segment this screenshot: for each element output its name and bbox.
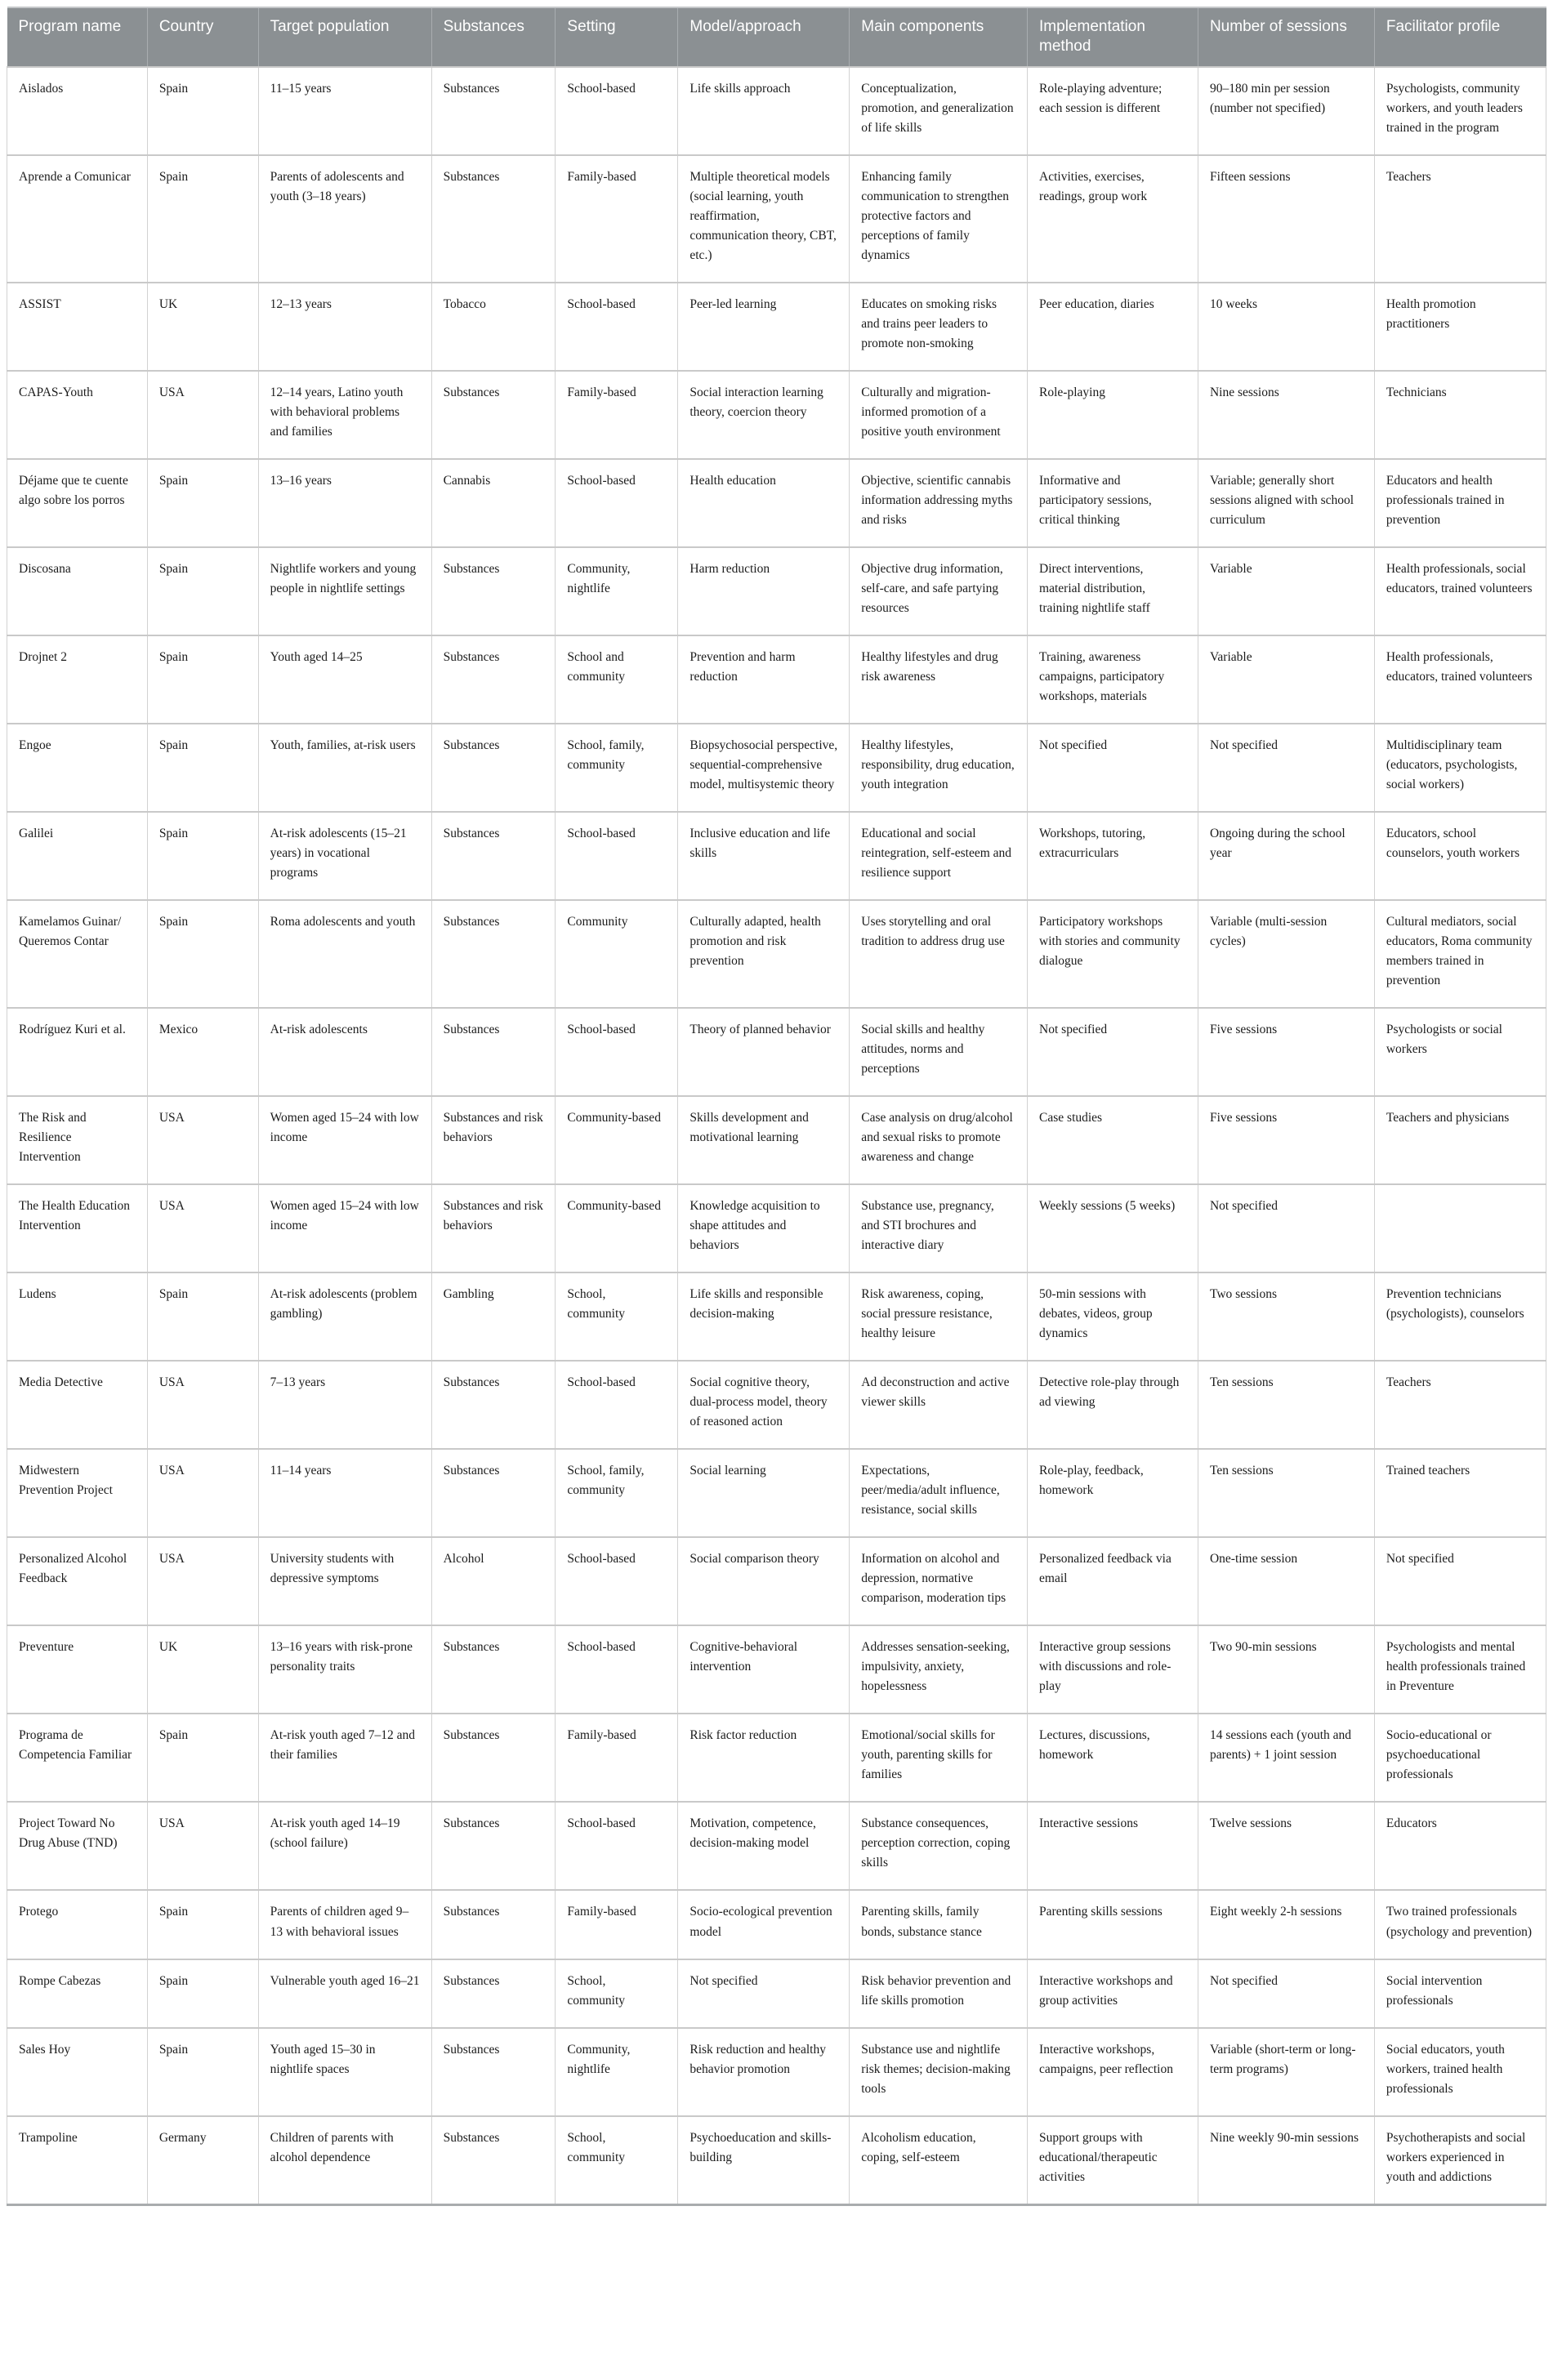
cell-setting: School-based [556,67,678,155]
cell-program-name: The Risk and Resilience Intervention [7,1096,148,1184]
cell-implementation-method: Training, awareness campaigns, participatory workshops, materials [1028,635,1198,724]
cell-target-population: At-risk youth aged 14–19 (school failure) [258,1802,431,1890]
cell-program-name: CAPAS-Youth [7,371,148,459]
cell-country: Spain [147,547,258,635]
cell-substances: Substances and risk behaviors [431,1096,556,1184]
cell-model-approach: Social comparison theory [678,1537,850,1625]
cell-program-name: Drojnet 2 [7,635,148,724]
cell-setting: Family-based [556,155,678,283]
cell-program-name: Personalized Alcohol Feedback [7,1537,148,1625]
cell-substances: Gambling [431,1272,556,1361]
cell-country: UK [147,283,258,371]
table-row [7,1361,1546,1449]
cell-number-of-sessions: One-time session [1198,1537,1374,1625]
cell-setting: School-based [556,1802,678,1890]
cell-number-of-sessions: Not specified [1198,1959,1374,2028]
table-row [7,459,1546,547]
cell-number-of-sessions: Ten sessions [1198,1361,1374,1449]
cell-number-of-sessions: Ongoing during the school year [1198,812,1374,900]
cell-implementation-method: Detective role-play through ad viewing [1028,1361,1198,1449]
cell-setting: Community-based [556,1096,678,1184]
cell-program-name: The Health Education Intervention [7,1184,148,1272]
cell-main-components: Enhancing family communication to strengthen protective factors and perceptions of family dynamics [850,155,1028,283]
table-row [7,371,1546,459]
cell-substances: Substances [431,635,556,724]
cell-target-population: Roma adolescents and youth [258,900,431,1008]
cell-number-of-sessions: Twelve sessions [1198,1802,1374,1890]
cell-implementation-method: Role-playing [1028,371,1198,459]
cell-program-name: Ludens [7,1272,148,1361]
cell-model-approach: Cognitive-behavioral intervention [678,1625,850,1714]
table-row [7,635,1546,724]
cell-target-population: 12–14 years, Latino youth with behavioral problems and families [258,371,431,459]
cell-facilitator-profile: Psychologists or social workers [1374,1008,1546,1096]
cell-facilitator-profile: Cultural mediators, social educators, Roma community members trained in prevention [1374,900,1546,1008]
cell-setting: School-based [556,1008,678,1096]
cell-substances: Cannabis [431,459,556,547]
cell-facilitator-profile: Teachers [1374,1361,1546,1449]
cell-implementation-method: Role-play, feedback, homework [1028,1449,1198,1537]
cell-country: Spain [147,635,258,724]
cell-facilitator-profile: Health promotion practitioners [1374,283,1546,371]
cell-substances: Substances [431,1008,556,1096]
cell-program-name: Aislados [7,67,148,155]
table-row [7,1096,1546,1184]
cell-substances: Substances [431,1890,556,1959]
cell-main-components: Risk awareness, coping, social pressure resistance, healthy leisure [850,1272,1028,1361]
cell-country: USA [147,1802,258,1890]
table-header-row [7,7,1546,67]
cell-main-components: Culturally and migration-informed promotion of a positive youth environment [850,371,1028,459]
column-header-main-components: Main components [850,7,1028,67]
cell-setting: School-based [556,459,678,547]
cell-model-approach: Social cognitive theory, dual-process model, theory of reasoned action [678,1361,850,1449]
cell-setting: Community, nightlife [556,2028,678,2116]
cell-facilitator-profile [1374,1184,1546,1272]
cell-implementation-method: Not specified [1028,724,1198,812]
column-header-implementation-method: Implementation method [1028,7,1198,67]
cell-facilitator-profile: Multidisciplinary team (educators, psychologists, social workers) [1374,724,1546,812]
cell-country: Spain [147,67,258,155]
cell-country: Spain [147,724,258,812]
cell-target-population: At-risk youth aged 7–12 and their families [258,1714,431,1802]
table-row [7,1959,1546,2028]
cell-country: Spain [147,2028,258,2116]
cell-main-components: Social skills and healthy attitudes, norms and perceptions [850,1008,1028,1096]
cell-implementation-method: Case studies [1028,1096,1198,1184]
cell-target-population: At-risk adolescents (problem gambling) [258,1272,431,1361]
table-row [7,547,1546,635]
cell-implementation-method: Informative and participatory sessions, critical thinking [1028,459,1198,547]
cell-implementation-method: Role-playing adventure; each session is different [1028,67,1198,155]
cell-substances: Substances [431,1361,556,1449]
table-row [7,1449,1546,1537]
cell-number-of-sessions: 90–180 min per session (number not specified) [1198,67,1374,155]
cell-main-components: Substance consequences, perception correction, coping skills [850,1802,1028,1890]
cell-target-population: Children of parents with alcohol dependence [258,2116,431,2205]
cell-model-approach: Social interaction learning theory, coercion theory [678,371,850,459]
cell-number-of-sessions: Nine sessions [1198,371,1374,459]
cell-setting: School and community [556,635,678,724]
cell-model-approach: Life skills approach [678,67,850,155]
cell-number-of-sessions: Variable (short-term or long-term programs) [1198,2028,1374,2116]
cell-number-of-sessions: Variable; generally short sessions aligned with school curriculum [1198,459,1374,547]
cell-target-population: Nightlife workers and young people in nightlife settings [258,547,431,635]
table-header [7,7,1546,67]
table-row [7,155,1546,283]
cell-number-of-sessions: Not specified [1198,724,1374,812]
cell-facilitator-profile: Prevention technicians (psychologists), counselors [1374,1272,1546,1361]
cell-model-approach: Social learning [678,1449,850,1537]
cell-program-name: Programa de Competencia Familiar [7,1714,148,1802]
table-row [7,1008,1546,1096]
cell-country: USA [147,371,258,459]
cell-substances: Substances [431,2116,556,2205]
cell-number-of-sessions: Five sessions [1198,1096,1374,1184]
cell-implementation-method: Personalized feedback via email [1028,1537,1198,1625]
programs-table [7,7,1546,2206]
cell-target-population: At-risk adolescents [258,1008,431,1096]
cell-model-approach: Health education [678,459,850,547]
cell-implementation-method: Peer education, diaries [1028,283,1198,371]
cell-substances: Substances [431,1959,556,2028]
cell-setting: School, community [556,1959,678,2028]
cell-substances: Substances [431,1802,556,1890]
cell-setting: Community-based [556,1184,678,1272]
cell-target-population: 11–14 years [258,1449,431,1537]
cell-main-components: Educational and social reintegration, self-esteem and resilience support [850,812,1028,900]
cell-main-components: Healthy lifestyles and drug risk awareness [850,635,1028,724]
cell-model-approach: Culturally adapted, health promotion and risk prevention [678,900,850,1008]
cell-number-of-sessions: Variable (multi-session cycles) [1198,900,1374,1008]
cell-main-components: Ad deconstruction and active viewer skills [850,1361,1028,1449]
cell-implementation-method: 50-min sessions with debates, videos, group dynamics [1028,1272,1198,1361]
table-row [7,812,1546,900]
cell-main-components: Addresses sensation-seeking, impulsivity, anxiety, hopelessness [850,1625,1028,1714]
cell-country: USA [147,1096,258,1184]
cell-setting: School, community [556,2116,678,2205]
cell-substances: Substances [431,155,556,283]
cell-country: Spain [147,900,258,1008]
cell-number-of-sessions: Not specified [1198,1184,1374,1272]
cell-country: Spain [147,1714,258,1802]
cell-number-of-sessions: Variable [1198,547,1374,635]
cell-setting: School-based [556,283,678,371]
cell-facilitator-profile: Educators and health professionals trained in prevention [1374,459,1546,547]
cell-facilitator-profile: Social intervention professionals [1374,1959,1546,2028]
cell-model-approach: Not specified [678,1959,850,2028]
cell-facilitator-profile: Educators [1374,1802,1546,1890]
cell-implementation-method: Participatory workshops with stories and community dialogue [1028,900,1198,1008]
cell-country: Spain [147,812,258,900]
cell-main-components: Substance use and nightlife risk themes; decision-making tools [850,2028,1028,2116]
cell-country: Spain [147,459,258,547]
cell-implementation-method: Interactive workshops and group activities [1028,1959,1198,2028]
cell-program-name: Kamelamos Guinar/ Queremos Contar [7,900,148,1008]
cell-setting: School-based [556,812,678,900]
cell-setting: School, family, community [556,724,678,812]
table-row [7,1890,1546,1959]
cell-number-of-sessions: 10 weeks [1198,283,1374,371]
cell-substances: Substances [431,67,556,155]
cell-implementation-method: Support groups with educational/therapeutic activities [1028,2116,1198,2205]
cell-model-approach: Prevention and harm reduction [678,635,850,724]
cell-model-approach: Inclusive education and life skills [678,812,850,900]
cell-implementation-method: Lectures, discussions, homework [1028,1714,1198,1802]
cell-number-of-sessions: Two sessions [1198,1272,1374,1361]
cell-facilitator-profile: Psychotherapists and social workers experienced in youth and addictions [1374,2116,1546,2205]
cell-model-approach: Harm reduction [678,547,850,635]
cell-implementation-method: Interactive sessions [1028,1802,1198,1890]
cell-implementation-method: Not specified [1028,1008,1198,1096]
cell-substances: Substances [431,547,556,635]
cell-substances: Substances [431,1625,556,1714]
cell-target-population: 13–16 years with risk-prone personality traits [258,1625,431,1714]
cell-target-population: Women aged 15–24 with low income [258,1096,431,1184]
cell-model-approach: Motivation, competence, decision-making model [678,1802,850,1890]
cell-number-of-sessions: 14 sessions each (youth and parents) + 1 joint session [1198,1714,1374,1802]
cell-substances: Substances and risk behaviors [431,1184,556,1272]
cell-substances: Alcohol [431,1537,556,1625]
cell-number-of-sessions: Fifteen sessions [1198,155,1374,283]
cell-implementation-method: Interactive group sessions with discussions and role-play [1028,1625,1198,1714]
cell-setting: Family-based [556,1714,678,1802]
column-header-country: Country [147,7,258,67]
cell-program-name: Aprende a Comunicar [7,155,148,283]
cell-program-name: Midwestern Prevention Project [7,1449,148,1537]
cell-program-name: Discosana [7,547,148,635]
cell-target-population: 13–16 years [258,459,431,547]
column-header-setting: Setting [556,7,678,67]
table-row [7,1537,1546,1625]
cell-model-approach: Knowledge acquisition to shape attitudes and behaviors [678,1184,850,1272]
cell-facilitator-profile: Trained teachers [1374,1449,1546,1537]
cell-number-of-sessions: Eight weekly 2-h sessions [1198,1890,1374,1959]
cell-substances: Substances [431,2028,556,2116]
cell-program-name: Engoe [7,724,148,812]
cell-program-name: Preventure [7,1625,148,1714]
table-row [7,1184,1546,1272]
cell-number-of-sessions: Five sessions [1198,1008,1374,1096]
cell-country: USA [147,1449,258,1537]
cell-main-components: Parenting skills, family bonds, substance stance [850,1890,1028,1959]
table-body [7,67,1546,2205]
cell-main-components: Alcoholism education, coping, self-esteem [850,2116,1028,2205]
cell-substances: Substances [431,724,556,812]
cell-setting: School-based [556,1361,678,1449]
cell-setting: School-based [556,1625,678,1714]
cell-main-components: Information on alcohol and depression, normative comparison, moderation tips [850,1537,1028,1625]
cell-model-approach: Life skills and responsible decision-making [678,1272,850,1361]
table-row [7,724,1546,812]
cell-implementation-method: Workshops, tutoring, extracurriculars [1028,812,1198,900]
table-row [7,1802,1546,1890]
cell-facilitator-profile: Health professionals, educators, trained volunteers [1374,635,1546,724]
column-header-facilitator-profile: Facilitator profile [1374,7,1546,67]
column-header-number-of-sessions: Number of sessions [1198,7,1374,67]
cell-model-approach: Theory of planned behavior [678,1008,850,1096]
cell-program-name: Protego [7,1890,148,1959]
cell-implementation-method: Weekly sessions (5 weeks) [1028,1184,1198,1272]
cell-country: UK [147,1625,258,1714]
table-row [7,1272,1546,1361]
cell-number-of-sessions: Variable [1198,635,1374,724]
cell-main-components: Objective drug information, self-care, and safe partying resources [850,547,1028,635]
cell-model-approach: Peer-led learning [678,283,850,371]
cell-main-components: Substance use, pregnancy, and STI brochures and interactive diary [850,1184,1028,1272]
cell-substances: Substances [431,1449,556,1537]
column-header-target-population: Target population [258,7,431,67]
cell-implementation-method: Parenting skills sessions [1028,1890,1198,1959]
table-row [7,283,1546,371]
cell-facilitator-profile: Two trained professionals (psychology and prevention) [1374,1890,1546,1959]
cell-country: Spain [147,1272,258,1361]
cell-program-name: Galilei [7,812,148,900]
cell-main-components: Case analysis on drug/alcohol and sexual risks to promote awareness and change [850,1096,1028,1184]
table-row [7,1714,1546,1802]
cell-country: Mexico [147,1008,258,1096]
cell-target-population: At-risk adolescents (15–21 years) in vocational programs [258,812,431,900]
cell-substances: Substances [431,812,556,900]
cell-facilitator-profile: Not specified [1374,1537,1546,1625]
cell-model-approach: Skills development and motivational learning [678,1096,850,1184]
cell-facilitator-profile: Social educators, youth workers, trained health professionals [1374,2028,1546,2116]
cell-setting: School, family, community [556,1449,678,1537]
cell-number-of-sessions: Ten sessions [1198,1449,1374,1537]
cell-target-population: Youth, families, at-risk users [258,724,431,812]
cell-model-approach: Socio-ecological prevention model [678,1890,850,1959]
cell-main-components: Emotional/social skills for youth, parenting skills for families [850,1714,1028,1802]
cell-setting: School-based [556,1537,678,1625]
column-header-program-name: Program name [7,7,148,67]
cell-main-components: Conceptualization, promotion, and generalization of life skills [850,67,1028,155]
cell-main-components: Educates on smoking risks and trains peer leaders to promote non-smoking [850,283,1028,371]
cell-program-name: Déjame que te cuente algo sobre los porros [7,459,148,547]
cell-country: USA [147,1537,258,1625]
cell-country: Germany [147,2116,258,2205]
cell-setting: Family-based [556,371,678,459]
cell-target-population: Youth aged 15–30 in nightlife spaces [258,2028,431,2116]
cell-setting: School, community [556,1272,678,1361]
table-row [7,67,1546,155]
cell-target-population: Parents of adolescents and youth (3–18 years) [258,155,431,283]
cell-facilitator-profile: Educators, school counselors, youth workers [1374,812,1546,900]
programs-table-container [7,7,1546,2206]
cell-target-population: Youth aged 14–25 [258,635,431,724]
cell-target-population: 7–13 years [258,1361,431,1449]
cell-facilitator-profile: Socio-educational or psychoeducational professionals [1374,1714,1546,1802]
cell-implementation-method: Activities, exercises, readings, group work [1028,155,1198,283]
cell-program-name: Sales Hoy [7,2028,148,2116]
cell-country: Spain [147,155,258,283]
column-header-model-approach: Model/approach [678,7,850,67]
cell-main-components: Expectations, peer/media/adult influence, resistance, social skills [850,1449,1028,1537]
cell-country: Spain [147,1959,258,2028]
cell-substances: Substances [431,371,556,459]
cell-main-components: Uses storytelling and oral tradition to address drug use [850,900,1028,1008]
cell-number-of-sessions: Two 90-min sessions [1198,1625,1374,1714]
cell-target-population: 11–15 years [258,67,431,155]
cell-model-approach: Risk reduction and healthy behavior promotion [678,2028,850,2116]
cell-substances: Substances [431,900,556,1008]
cell-setting: Community [556,900,678,1008]
cell-model-approach: Biopsychosocial perspective, sequential-comprehensive model, multisystemic theory [678,724,850,812]
cell-program-name: Rompe Cabezas [7,1959,148,2028]
cell-facilitator-profile: Technicians [1374,371,1546,459]
cell-country: Spain [147,1890,258,1959]
cell-facilitator-profile: Teachers and physicians [1374,1096,1546,1184]
table-row [7,2028,1546,2116]
cell-country: USA [147,1361,258,1449]
cell-program-name: Media Detective [7,1361,148,1449]
cell-target-population: Vulnerable youth aged 16–21 [258,1959,431,2028]
cell-main-components: Healthy lifestyles, responsibility, drug education, youth integration [850,724,1028,812]
table-row [7,2116,1546,2205]
cell-main-components: Objective, scientific cannabis information addressing myths and risks [850,459,1028,547]
cell-program-name: Rodríguez Kuri et al. [7,1008,148,1096]
cell-program-name: Trampoline [7,2116,148,2205]
table-row [7,1625,1546,1714]
cell-substances: Substances [431,1714,556,1802]
cell-facilitator-profile: Teachers [1374,155,1546,283]
cell-implementation-method: Direct interventions, material distribution, training nightlife staff [1028,547,1198,635]
cell-facilitator-profile: Psychologists, community workers, and youth leaders trained in the program [1374,67,1546,155]
cell-model-approach: Multiple theoretical models (social learning, youth reaffirmation, communication theory, CBT, etc.) [678,155,850,283]
cell-target-population: 12–13 years [258,283,431,371]
cell-model-approach: Risk factor reduction [678,1714,850,1802]
cell-setting: Family-based [556,1890,678,1959]
table-row [7,900,1546,1008]
cell-country: USA [147,1184,258,1272]
cell-setting: Community, nightlife [556,547,678,635]
cell-facilitator-profile: Psychologists and mental health professionals trained in Preventure [1374,1625,1546,1714]
cell-target-population: University students with depressive symptoms [258,1537,431,1625]
cell-implementation-method: Interactive workshops, campaigns, peer reflection [1028,2028,1198,2116]
cell-target-population: Parents of children aged 9–13 with behavioral issues [258,1890,431,1959]
cell-model-approach: Psychoeducation and skills-building [678,2116,850,2205]
cell-main-components: Risk behavior prevention and life skills promotion [850,1959,1028,2028]
cell-number-of-sessions: Nine weekly 90-min sessions [1198,2116,1374,2205]
cell-program-name: ASSIST [7,283,148,371]
cell-facilitator-profile: Health professionals, social educators, trained volunteers [1374,547,1546,635]
cell-program-name: Project Toward No Drug Abuse (TND) [7,1802,148,1890]
cell-target-population: Women aged 15–24 with low income [258,1184,431,1272]
cell-substances: Tobacco [431,283,556,371]
column-header-substances: Substances [431,7,556,67]
